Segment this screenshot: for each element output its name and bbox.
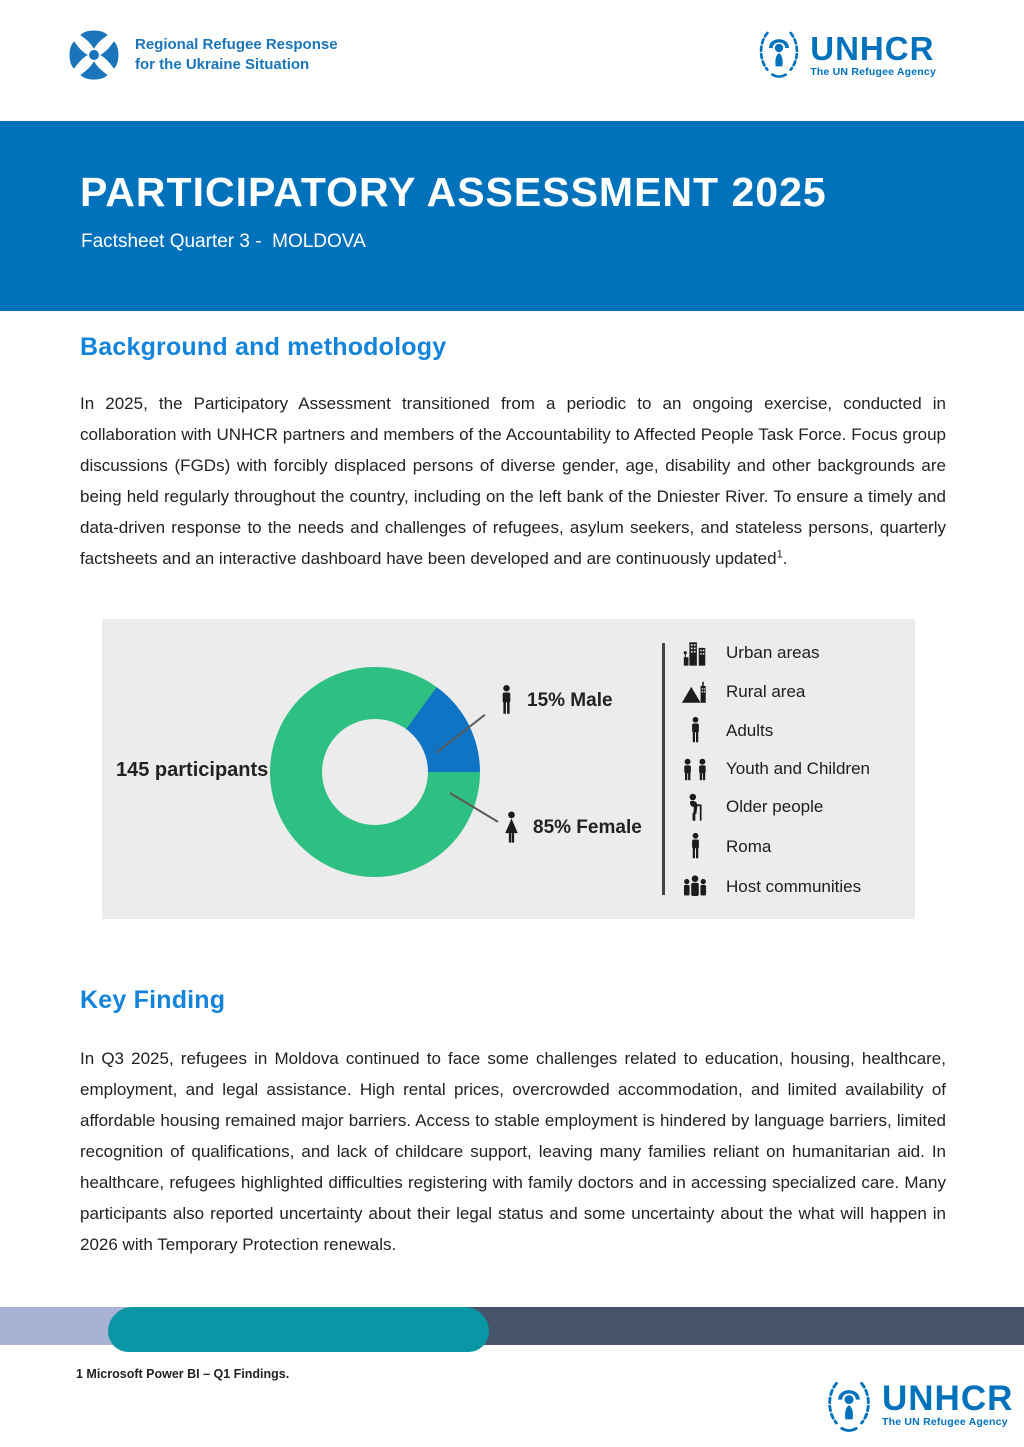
male-share-row [498,682,613,720]
legend-item-roma [678,832,908,862]
regional-refugee-response-logo [63,24,338,86]
legend-item-older [678,793,908,821]
footer-decorative-band [0,1307,1024,1345]
title-banner [0,121,1024,311]
male-icon [498,682,515,720]
legend-label: Adults [726,721,774,741]
legend-item-adults [678,716,908,746]
legend-label: Youth and Children [726,759,870,779]
youth-children-icon [678,758,712,781]
legend-label: Host communities [726,876,862,896]
key-finding-paragraph: In Q3 2025, refugees in Moldova continued to face some challenges related to education, housing, healthcare, employment, and legal assistance. High rental prices, overcrowded accommodation, and limited availability of affordable housing remained major barriers. Access to stable employment is hindered by language barriers, limited recognition of qualifications, and lack of childcare support, leaving many families reliant on humanitarian aid. In healthcare, refugees highlighted difficulties registering with family doctors and in accessing specialized care. Many participants also reported uncertainty about their legal status and some uncertainty about the what will happen in 2026 with Temporary Protection renewals. [80,1049,946,1254]
page-subtitle: Factsheet Quarter 3 - MOLDOVA [81,231,366,252]
roma-icon [678,832,712,862]
legend-item-host [678,874,908,899]
female-share-row [502,809,642,847]
unhcr-wordmark: UNHCR [882,1379,1014,1418]
unhcr-logo-header [754,26,936,80]
female-share-label: 85% Female [533,817,642,838]
footnote-superscript: 1 [776,548,783,561]
legend-divider [662,643,665,895]
background-paragraph-period: . [782,549,788,568]
legend-label: Roma [726,837,772,857]
rrr-logo-text [135,35,338,75]
female-icon [502,809,521,847]
legend-label: Rural area [726,682,806,702]
legend-item-rural [678,680,908,705]
urban-areas-icon [678,639,712,668]
legend-label: Urban areas [726,643,820,663]
adults-icon [678,716,712,746]
footnote: 1 Microsoft Power BI – Q1 Findings. [76,1367,290,1381]
legend-item-urban [678,639,908,668]
background-paragraph [80,388,946,574]
male-share-label: 15% Male [527,690,613,711]
participants-count-label: 145 participants [116,759,269,781]
unhcr-wordmark: UNHCR [810,30,935,67]
host-communities-icon [678,874,712,899]
background-paragraph-text: In 2025, the Participatory Assessment transitioned from a periodic to an ongoing exercise, conducted in collaboration with UNHCR partners and members of the Accountability to Affected People Task Force. Focus group discussions (FGDs) with forcibly displaced persons of diverse gender, age, disability and other backgrounds are being held regularly throughout the country, including on the left bank of the Dniester River. To ensure a timely and data-driven response to the needs and challenges of refugees, asylum seekers, and stateless persons, quarterly factsheets and an interactive dashboard have been developed and are continuously updated [80,394,946,568]
key-finding-heading: Key Finding [80,986,226,1014]
older-people-icon [678,793,712,821]
rural-area-icon [678,680,712,705]
unhcr-tagline: The UN Refugee Agency [810,66,936,78]
footer-band-teal [108,1307,489,1352]
background-heading: Background and methodology [80,333,447,361]
legend-item-youth [678,758,908,781]
rrr-pinwheel-icon [63,24,125,86]
participants-chart-panel [102,619,915,919]
rrr-logo-line1: Regional Refugee Response [135,36,338,53]
rrr-logo-line2: for the Ukraine Situation [135,56,310,73]
unhcr-emblem-icon [754,26,804,80]
page-title: PARTICIPATORY ASSESSMENT 2025 [80,169,827,215]
unhcr-logo-footer [822,1376,1013,1434]
unhcr-emblem-icon [822,1376,876,1434]
legend-label: Older people [726,796,824,816]
legend [678,633,908,905]
gender-donut-chart [270,667,480,877]
unhcr-tagline: The UN Refugee Agency [882,1416,1008,1428]
